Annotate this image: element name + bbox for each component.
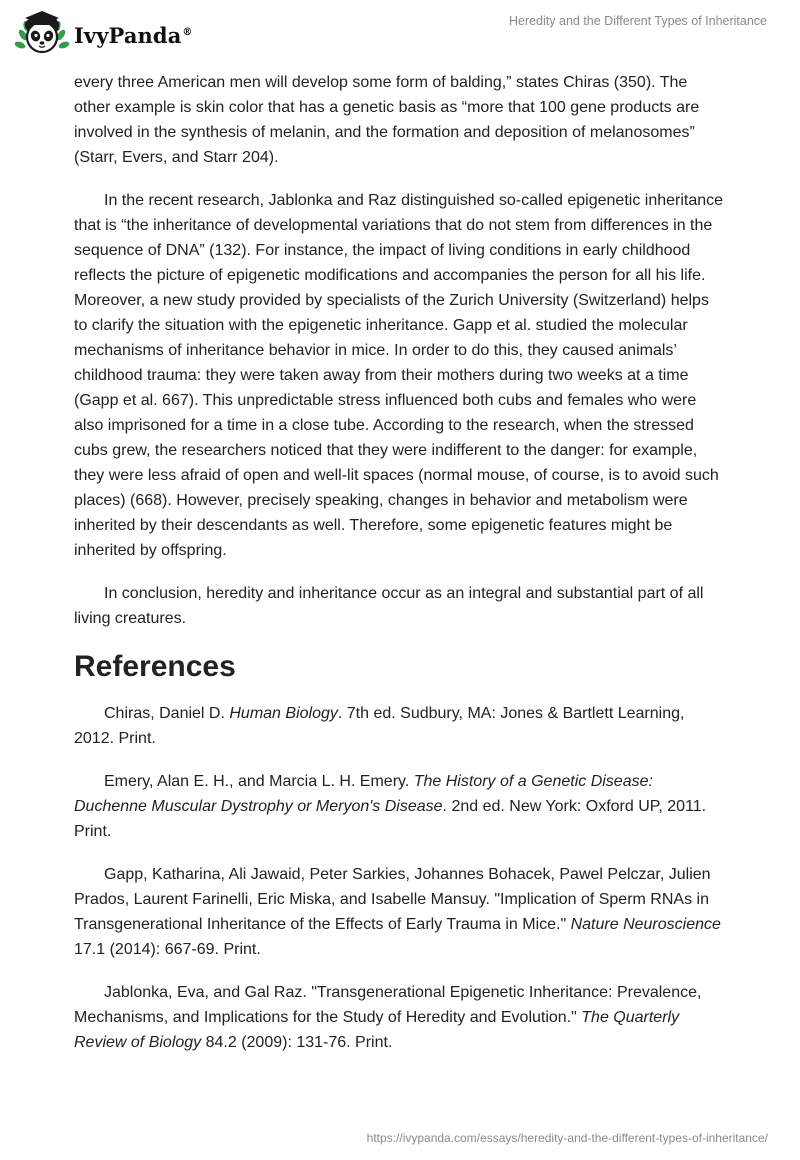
essay-content bbox=[74, 70, 726, 1073]
body-paragraph: every three American men will develop some form of balding,” states Chiras (350). The other example is skin color that has a genetic basis as “more that 100 gene products are involved in the synthesis of melanin, and the formation and deposition of melanosomes” (Starr, Evers, and Starr 204). bbox=[74, 74, 700, 166]
body-paragraph: In the recent research, Jablonka and Raz distinguished so-called epigenetic inheritance that is “the inheritance of developmental variations that do not stem from differences in the sequence of DNA” (132). For instance, the impact of living conditions in early childhood reflects the picture of epigenetic modifications and accompanies the person for all his life. Moreover, a new study provided by specialists of the Zurich University (Switzerland) helps to clarify the situation with the epigenetic inheritance. Gapp et al. studied the molecular mechanisms of inheritance behavior in mice. In order to do this, they caused animals’ childhood trauma: they were taken away from their mothers during two weeks at a time (Gapp et al. 667). This unpredictable stress influenced both cubs and females who were also imprisoned for a time in a close tube. According to the research, when the stressed cubs grew, the researchers noticed that they were indifferent to the danger: for example, they were less afraid of open and well-lit spaces (normal mouse, of course, is to avoid such places) (668). However, precisely speaking, changes in behavior and metabolism were inherited by their descendants as well. Therefore, some epigenetic features might be inherited by offspring. bbox=[74, 192, 724, 559]
registered-mark: ® bbox=[182, 26, 193, 38]
body-paragraph: In conclusion, heredity and inheritance occur as an integral and substantial part of all living creatures. bbox=[74, 585, 704, 627]
page-header bbox=[0, 0, 800, 60]
document-title: Heredity and the Different Types of Inheritance bbox=[508, 14, 767, 28]
reference-title: The History of a Genetic Disease: Duchenne Muscular Dystrophy or Meryon's Disease bbox=[74, 773, 653, 815]
reference-title: The Quarterly Review of Biology bbox=[74, 1009, 680, 1051]
reference-text: Gapp, Katharina, Ali Jawaid, Peter Sarkies, Johannes Bohacek, Pawel Pelczar, Julien Prados, Laurent Farinelli, Eric Miska, and Isabelle Mansuy. "Implication of Sperm RNAs in Transgenerational Inheritance of the Effects of Early Trauma in Mice." bbox=[74, 866, 711, 933]
brand-name-text: IvyPanda bbox=[74, 22, 182, 48]
reference-entry bbox=[74, 701, 726, 751]
reference-text: Emery, Alan E. H., and Marcia L. H. Emery. bbox=[104, 773, 414, 790]
reference-text: 17.1 (2014): 667-69. Print. bbox=[74, 941, 261, 958]
reference-text: 84.2 (2009): 131-76. Print. bbox=[201, 1034, 393, 1051]
reference-title: Nature Neuroscience bbox=[570, 916, 721, 933]
panda-graduate-icon bbox=[14, 8, 70, 58]
brand-name bbox=[74, 23, 193, 48]
reference-entry bbox=[74, 769, 726, 844]
reference-title: Human Biology bbox=[229, 705, 338, 722]
reference-text: . 2nd ed. New York: Oxford UP, 2011. Print. bbox=[74, 798, 707, 840]
reference-text: . 7th ed. Sudbury, MA: Jones & Bartlett Learning, 2012. Print. bbox=[74, 705, 685, 747]
source-url[interactable]: https://ivypanda.com/essays/heredity-and-the-different-types-of-inheritance/ bbox=[366, 1131, 768, 1145]
reference-entry bbox=[74, 862, 726, 962]
reference-text: Chiras, Daniel D. bbox=[104, 705, 230, 722]
reference-entry bbox=[74, 980, 726, 1055]
references-heading: References bbox=[74, 650, 236, 683]
reference-text: Jablonka, Eva, and Gal Raz. "Transgenerational Epigenetic Inheritance: Prevalence, Mechanisms, and Implications for the Study of Heredity and Evolution." bbox=[74, 984, 702, 1026]
brand-logo[interactable] bbox=[14, 8, 193, 58]
